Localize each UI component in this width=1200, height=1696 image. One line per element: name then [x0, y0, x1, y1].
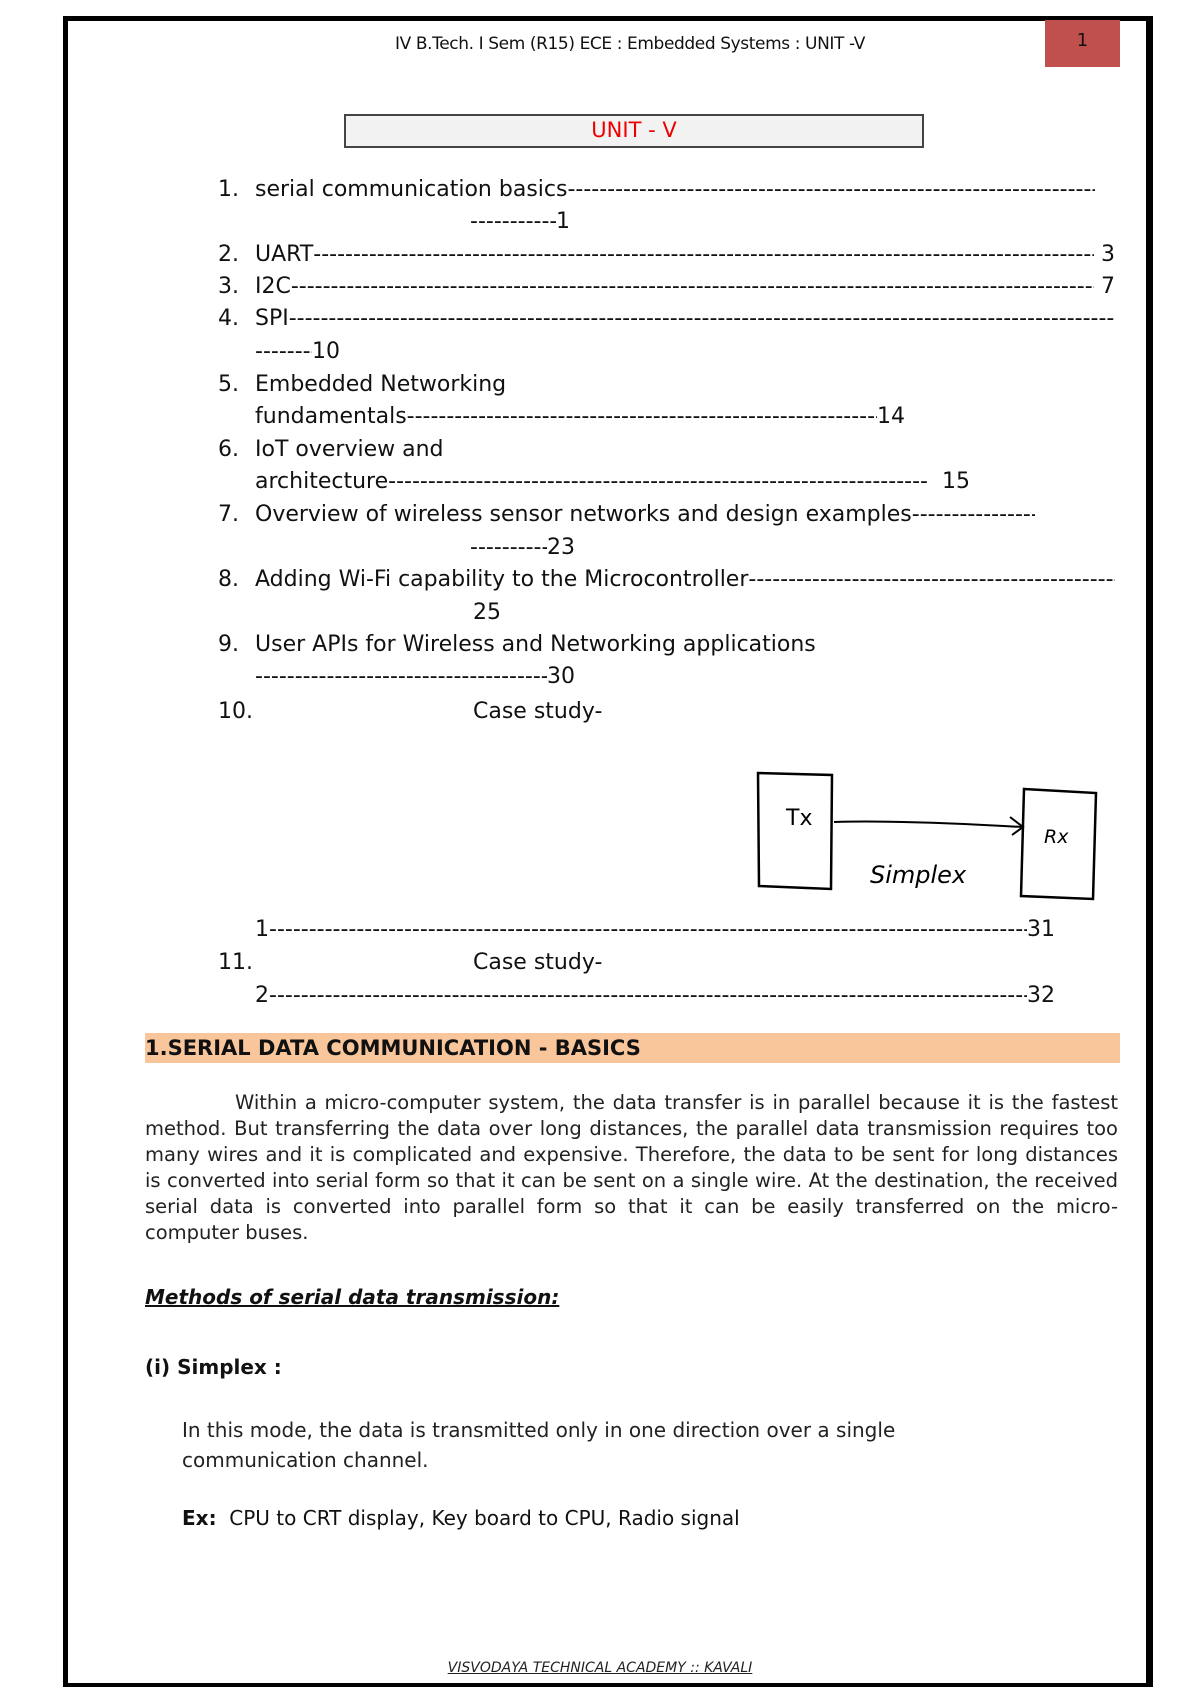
toc-item: IoT overview and	[255, 437, 444, 462]
toc-item: serial communication basics -----	[255, 175, 1095, 205]
toc-item: Case study-	[473, 950, 603, 975]
methods-heading: Methods of serial data transmission:	[145, 1285, 560, 1309]
toc-num: 9.	[218, 632, 239, 657]
toc-item: User APIs for Wireless and Networking applications	[255, 632, 816, 657]
toc-item: I2C ----- 7	[255, 272, 1115, 302]
toc-num: 4.	[218, 306, 239, 331]
section-heading: 1.SERIAL DATA COMMUNICATION - BASICS	[145, 1033, 1120, 1063]
header-title: IV B.Tech. I Sem (R15) ECE : Embedded Systems : UNIT -V	[395, 34, 865, 54]
toc-item: Adding Wi-Fi capability to the Microcontroller -----	[255, 565, 1115, 595]
body-paragraph: Within a micro-computer system, the data transfer is in parallel because it is the fastest method. But transferring the data over long distances, the parallel data transmission requires too many wires and it is complicated and expensive. Therefore, the data to be sent for long distances is converted into serial form so that it can be sent on a single wire. At the destination, the received serial data is converted into parallel form so that it can be easily transferred on the micro-computer buses.	[145, 1091, 1118, 1244]
toc-num: 2.	[218, 242, 239, 267]
toc-item-cont: ----- 30	[255, 662, 575, 692]
page-number: 1	[1045, 20, 1120, 67]
unit-title: UNIT - V	[344, 114, 924, 148]
toc-num: 5.	[218, 372, 239, 397]
rx-label: Rx	[1044, 826, 1069, 848]
toc-num: 1.	[218, 177, 239, 202]
toc-item: Overview of wireless sensor networks and design examples -----	[255, 500, 1035, 530]
toc-item-cont: ----- 10	[255, 337, 340, 367]
tx-label: Tx	[786, 806, 813, 831]
toc-num: 3.	[218, 274, 239, 299]
toc-num: 8.	[218, 567, 239, 592]
simplex-text: In this mode, the data is transmitted only in one direction over a single communication channel.	[182, 1418, 896, 1472]
toc-item-cont: 25	[473, 600, 501, 625]
toc-item: SPI -----	[255, 304, 1115, 334]
toc-item-cont: ----- 1	[470, 207, 570, 237]
toc-item-cont: 1 ----- 31	[255, 915, 1055, 945]
example-text: CPU to CRT display, Key board to CPU, Radio signal	[229, 1506, 740, 1530]
tx-box	[758, 773, 832, 889]
toc-item-cont: ----- 23	[470, 533, 575, 563]
toc-item-cont: 2 ----- 32	[255, 981, 1055, 1011]
toc-num: 10.	[218, 699, 253, 724]
simplex-diagram	[752, 765, 1112, 915]
example-label: Ex:	[182, 1506, 217, 1530]
toc-num: 6.	[218, 437, 239, 462]
toc-item: Embedded Networking	[255, 372, 507, 397]
simplex-label: Simplex	[870, 861, 967, 889]
toc-item: UART ----- 3	[255, 240, 1115, 270]
arrow-line	[834, 822, 1022, 827]
simplex-heading: (i) Simplex :	[145, 1355, 282, 1379]
toc-item-cont: architecture ----- 15	[255, 467, 970, 497]
example-line	[182, 1506, 740, 1530]
toc-item: Case study-	[473, 699, 603, 724]
toc-num: 7.	[218, 502, 239, 527]
toc-num: 11.	[218, 950, 253, 975]
toc-item-cont: fundamentals ----- 14	[255, 402, 905, 432]
footer: VISVODAYA TECHNICAL ACADEMY :: KAVALI	[447, 1660, 753, 1676]
